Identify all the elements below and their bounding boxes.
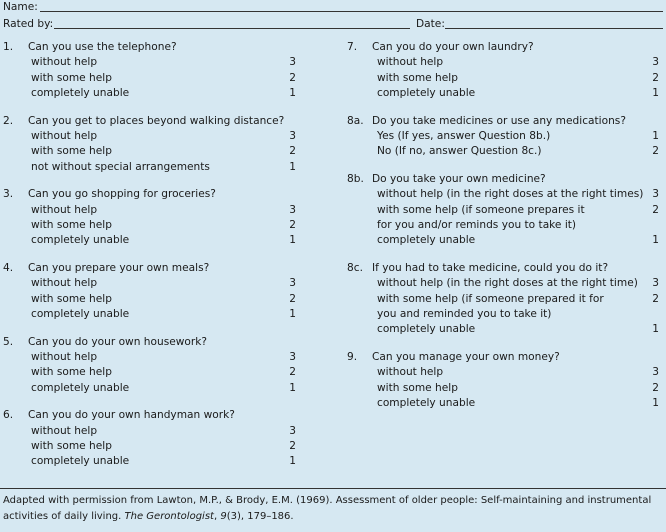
- answer-label: without help: [31, 129, 98, 142]
- answer-option[interactable]: [347, 233, 659, 248]
- question-text: [3, 114, 296, 129]
- question-label: Do you take medicines or use any medications?: [372, 114, 626, 127]
- question-item: [347, 172, 659, 248]
- question-text: [347, 350, 659, 365]
- question-label: Can you get to places beyond walking distance?: [28, 114, 285, 127]
- answer-score: 3: [652, 277, 659, 290]
- answer-label: without help (in the right doses at the right times): [377, 188, 644, 201]
- answer-option[interactable]: [347, 396, 659, 411]
- answer-score: 2: [652, 71, 659, 84]
- answer-option[interactable]: [3, 292, 296, 307]
- left-column: [3, 40, 296, 482]
- answer-score: 3: [652, 188, 659, 201]
- answer-label: Yes (If yes, answer Question 8b.): [377, 129, 551, 142]
- question-number: 3.: [3, 188, 14, 201]
- answer-score: 3: [652, 366, 659, 379]
- answer-score: 1: [289, 455, 296, 468]
- question-label: Can you manage your own money?: [372, 351, 560, 364]
- answer-score: 2: [289, 218, 296, 231]
- answer-score: 1: [652, 234, 659, 247]
- citation-text: Adapted with permission from Lawton, M.P., & Brody, E.M. (1969). Assessment of older people: Self-maintaining and instrumental activities of daily living.: [3, 495, 652, 522]
- answer-option[interactable]: [347, 381, 659, 396]
- question-text: [347, 261, 659, 276]
- answer-label: completely unable: [31, 381, 130, 394]
- answer-option[interactable]: [347, 218, 659, 233]
- rated-by-row: [3, 17, 663, 31]
- answer-label: completely unable: [377, 234, 476, 247]
- question-number: 5.: [3, 335, 14, 348]
- answer-score: 1: [289, 86, 296, 99]
- question-text: [3, 40, 296, 55]
- answer-score: 3: [289, 56, 296, 69]
- answer-option[interactable]: [3, 86, 296, 101]
- answer-label: completely unable: [31, 234, 130, 247]
- answer-score: 2: [289, 71, 296, 84]
- answer-option[interactable]: [3, 160, 296, 175]
- answer-label: for you and/or reminds you to take it): [377, 218, 577, 231]
- answer-option[interactable]: [347, 307, 659, 322]
- question-item: [3, 408, 296, 469]
- question-text: [347, 114, 659, 129]
- date-label: Date:: [416, 18, 445, 30]
- question-text: [3, 261, 296, 276]
- answer-option[interactable]: [347, 203, 659, 218]
- question-number: 8a.: [347, 114, 364, 127]
- answer-label: without help: [31, 56, 98, 69]
- question-label: Can you do your own handyman work?: [28, 409, 235, 422]
- answer-label: with some help: [31, 145, 112, 158]
- question-item: [347, 350, 659, 411]
- answer-score: 2: [652, 381, 659, 394]
- question-text: [3, 187, 296, 202]
- question-number: 1.: [3, 41, 14, 53]
- question-item: [3, 114, 296, 175]
- question-label: Do you take your own medicine?: [372, 173, 546, 186]
- answer-label: without help (in the right doses at the right time): [377, 277, 638, 290]
- rated-by-label: Rated by:: [3, 18, 54, 30]
- answer-option[interactable]: [3, 55, 296, 70]
- question-item: [347, 114, 659, 160]
- question-label: Can you do your own housework?: [28, 335, 207, 348]
- question-number: 8c.: [347, 262, 363, 275]
- answer-option[interactable]: [3, 233, 296, 248]
- answer-option[interactable]: [347, 71, 659, 86]
- answer-score: 2: [652, 145, 659, 158]
- question-label: Can you do your own laundry?: [372, 41, 534, 53]
- answer-option[interactable]: [3, 424, 296, 439]
- answer-score: 1: [652, 129, 659, 142]
- question-text: [3, 408, 296, 423]
- answer-label: with some help (if someone prepares it: [377, 203, 585, 216]
- footer-divider: [0, 488, 666, 489]
- answer-score: 2: [289, 366, 296, 379]
- answer-option[interactable]: [3, 276, 296, 291]
- question-number: 7.: [347, 41, 358, 53]
- answer-score: 2: [652, 292, 659, 305]
- answer-label: completely unable: [377, 323, 476, 336]
- answer-label: No (If no, answer Question 8c.): [377, 145, 542, 158]
- question-item: [3, 261, 296, 322]
- question-text: [3, 335, 296, 350]
- answer-score: 1: [289, 160, 296, 173]
- answer-label: with some help: [31, 440, 112, 453]
- answer-score: 3: [289, 203, 296, 216]
- question-text: [347, 40, 659, 55]
- answer-score: 2: [289, 145, 296, 158]
- answer-score: 1: [289, 234, 296, 247]
- citation: Adapted with permission from Lawton, M.P., & Brody, E.M. (1969). Assessment of older people: Self-maintaining and instrumental activities of daily living. The Gerontologist, 9(3), 179–186.: [3, 495, 652, 522]
- answer-label: completely unable: [31, 455, 130, 468]
- answer-label: with some help (if someone prepared it for: [377, 292, 604, 305]
- question-number: 9.: [347, 351, 358, 364]
- answer-label: completely unable: [31, 86, 130, 99]
- answer-label: with some help: [31, 366, 112, 379]
- answer-option[interactable]: [347, 187, 659, 202]
- question-number: 4.: [3, 262, 14, 275]
- answer-score: 1: [652, 86, 659, 99]
- answer-score: 1: [652, 323, 659, 336]
- answer-score: 3: [289, 424, 296, 437]
- answer-option[interactable]: [3, 365, 296, 380]
- rated-by-line[interactable]: [54, 28, 410, 29]
- question-number: 2.: [3, 114, 14, 127]
- answer-label: not without special arrangements: [31, 160, 210, 173]
- answer-option[interactable]: [347, 276, 659, 291]
- question-text: [347, 172, 659, 187]
- question-label: Can you go shopping for groceries?: [28, 188, 216, 201]
- answer-label: with some help: [31, 71, 112, 84]
- answer-option[interactable]: [347, 129, 659, 144]
- answer-option[interactable]: [347, 86, 659, 101]
- question-label: Can you prepare your own meals?: [28, 262, 210, 275]
- name-line[interactable]: [40, 11, 663, 12]
- question-item: [3, 187, 296, 248]
- answer-label: without help: [31, 424, 98, 437]
- answer-option[interactable]: [347, 144, 659, 159]
- answer-score: 2: [289, 440, 296, 453]
- answer-score: 1: [289, 307, 296, 320]
- question-number: 8b.: [347, 173, 364, 186]
- answer-option[interactable]: [347, 365, 659, 380]
- answer-label: without help: [31, 277, 98, 290]
- answer-score: 3: [289, 129, 296, 142]
- answer-label: with some help: [31, 292, 112, 305]
- answer-option[interactable]: [347, 55, 659, 70]
- answer-option[interactable]: [3, 144, 296, 159]
- answer-option[interactable]: [3, 307, 296, 322]
- answer-score: 3: [289, 351, 296, 364]
- citation-pages: (3), 179–186.: [226, 510, 294, 522]
- citation-volume: 9: [220, 510, 227, 522]
- date-line[interactable]: [445, 28, 663, 29]
- question-item: [347, 40, 659, 101]
- answer-label: without help: [31, 203, 98, 216]
- answer-option[interactable]: [3, 129, 296, 144]
- answer-label: with some help: [31, 218, 112, 231]
- answer-option[interactable]: [3, 439, 296, 454]
- answer-option[interactable]: [3, 203, 296, 218]
- name-row: [3, 0, 663, 14]
- answer-label: you and reminded you to take it): [377, 307, 552, 320]
- answer-score: 2: [289, 292, 296, 305]
- answer-score: 1: [652, 396, 659, 409]
- answer-option[interactable]: [3, 71, 296, 86]
- question-number: 6.: [3, 409, 14, 422]
- answer-score: 2: [652, 203, 659, 216]
- question-item: [3, 335, 296, 396]
- question-item: [3, 40, 296, 101]
- answer-label: without help: [31, 351, 98, 364]
- answer-option[interactable]: [347, 322, 659, 337]
- answer-label: completely unable: [31, 307, 130, 320]
- answer-label: completely unable: [377, 86, 476, 99]
- right-column: [347, 40, 659, 424]
- answer-option[interactable]: [3, 381, 296, 396]
- answer-label: without help: [377, 366, 444, 379]
- answer-label: with some help: [377, 71, 458, 84]
- answer-label: with some help: [377, 381, 458, 394]
- question-label: If you had to take medicine, could you do it?: [372, 262, 609, 275]
- answer-score: 3: [289, 277, 296, 290]
- answer-label: completely unable: [377, 396, 476, 409]
- question-label: Can you use the telephone?: [28, 41, 177, 53]
- answer-label: without help: [377, 56, 444, 69]
- citation-journal: The Gerontologist: [124, 510, 214, 522]
- answer-option[interactable]: [3, 454, 296, 469]
- question-item: [347, 261, 659, 337]
- answer-score: 3: [652, 56, 659, 69]
- answer-option[interactable]: [3, 218, 296, 233]
- answer-score: 1: [289, 381, 296, 394]
- answer-option[interactable]: [347, 292, 659, 307]
- name-label: Name:: [3, 1, 38, 13]
- answer-option[interactable]: [3, 350, 296, 365]
